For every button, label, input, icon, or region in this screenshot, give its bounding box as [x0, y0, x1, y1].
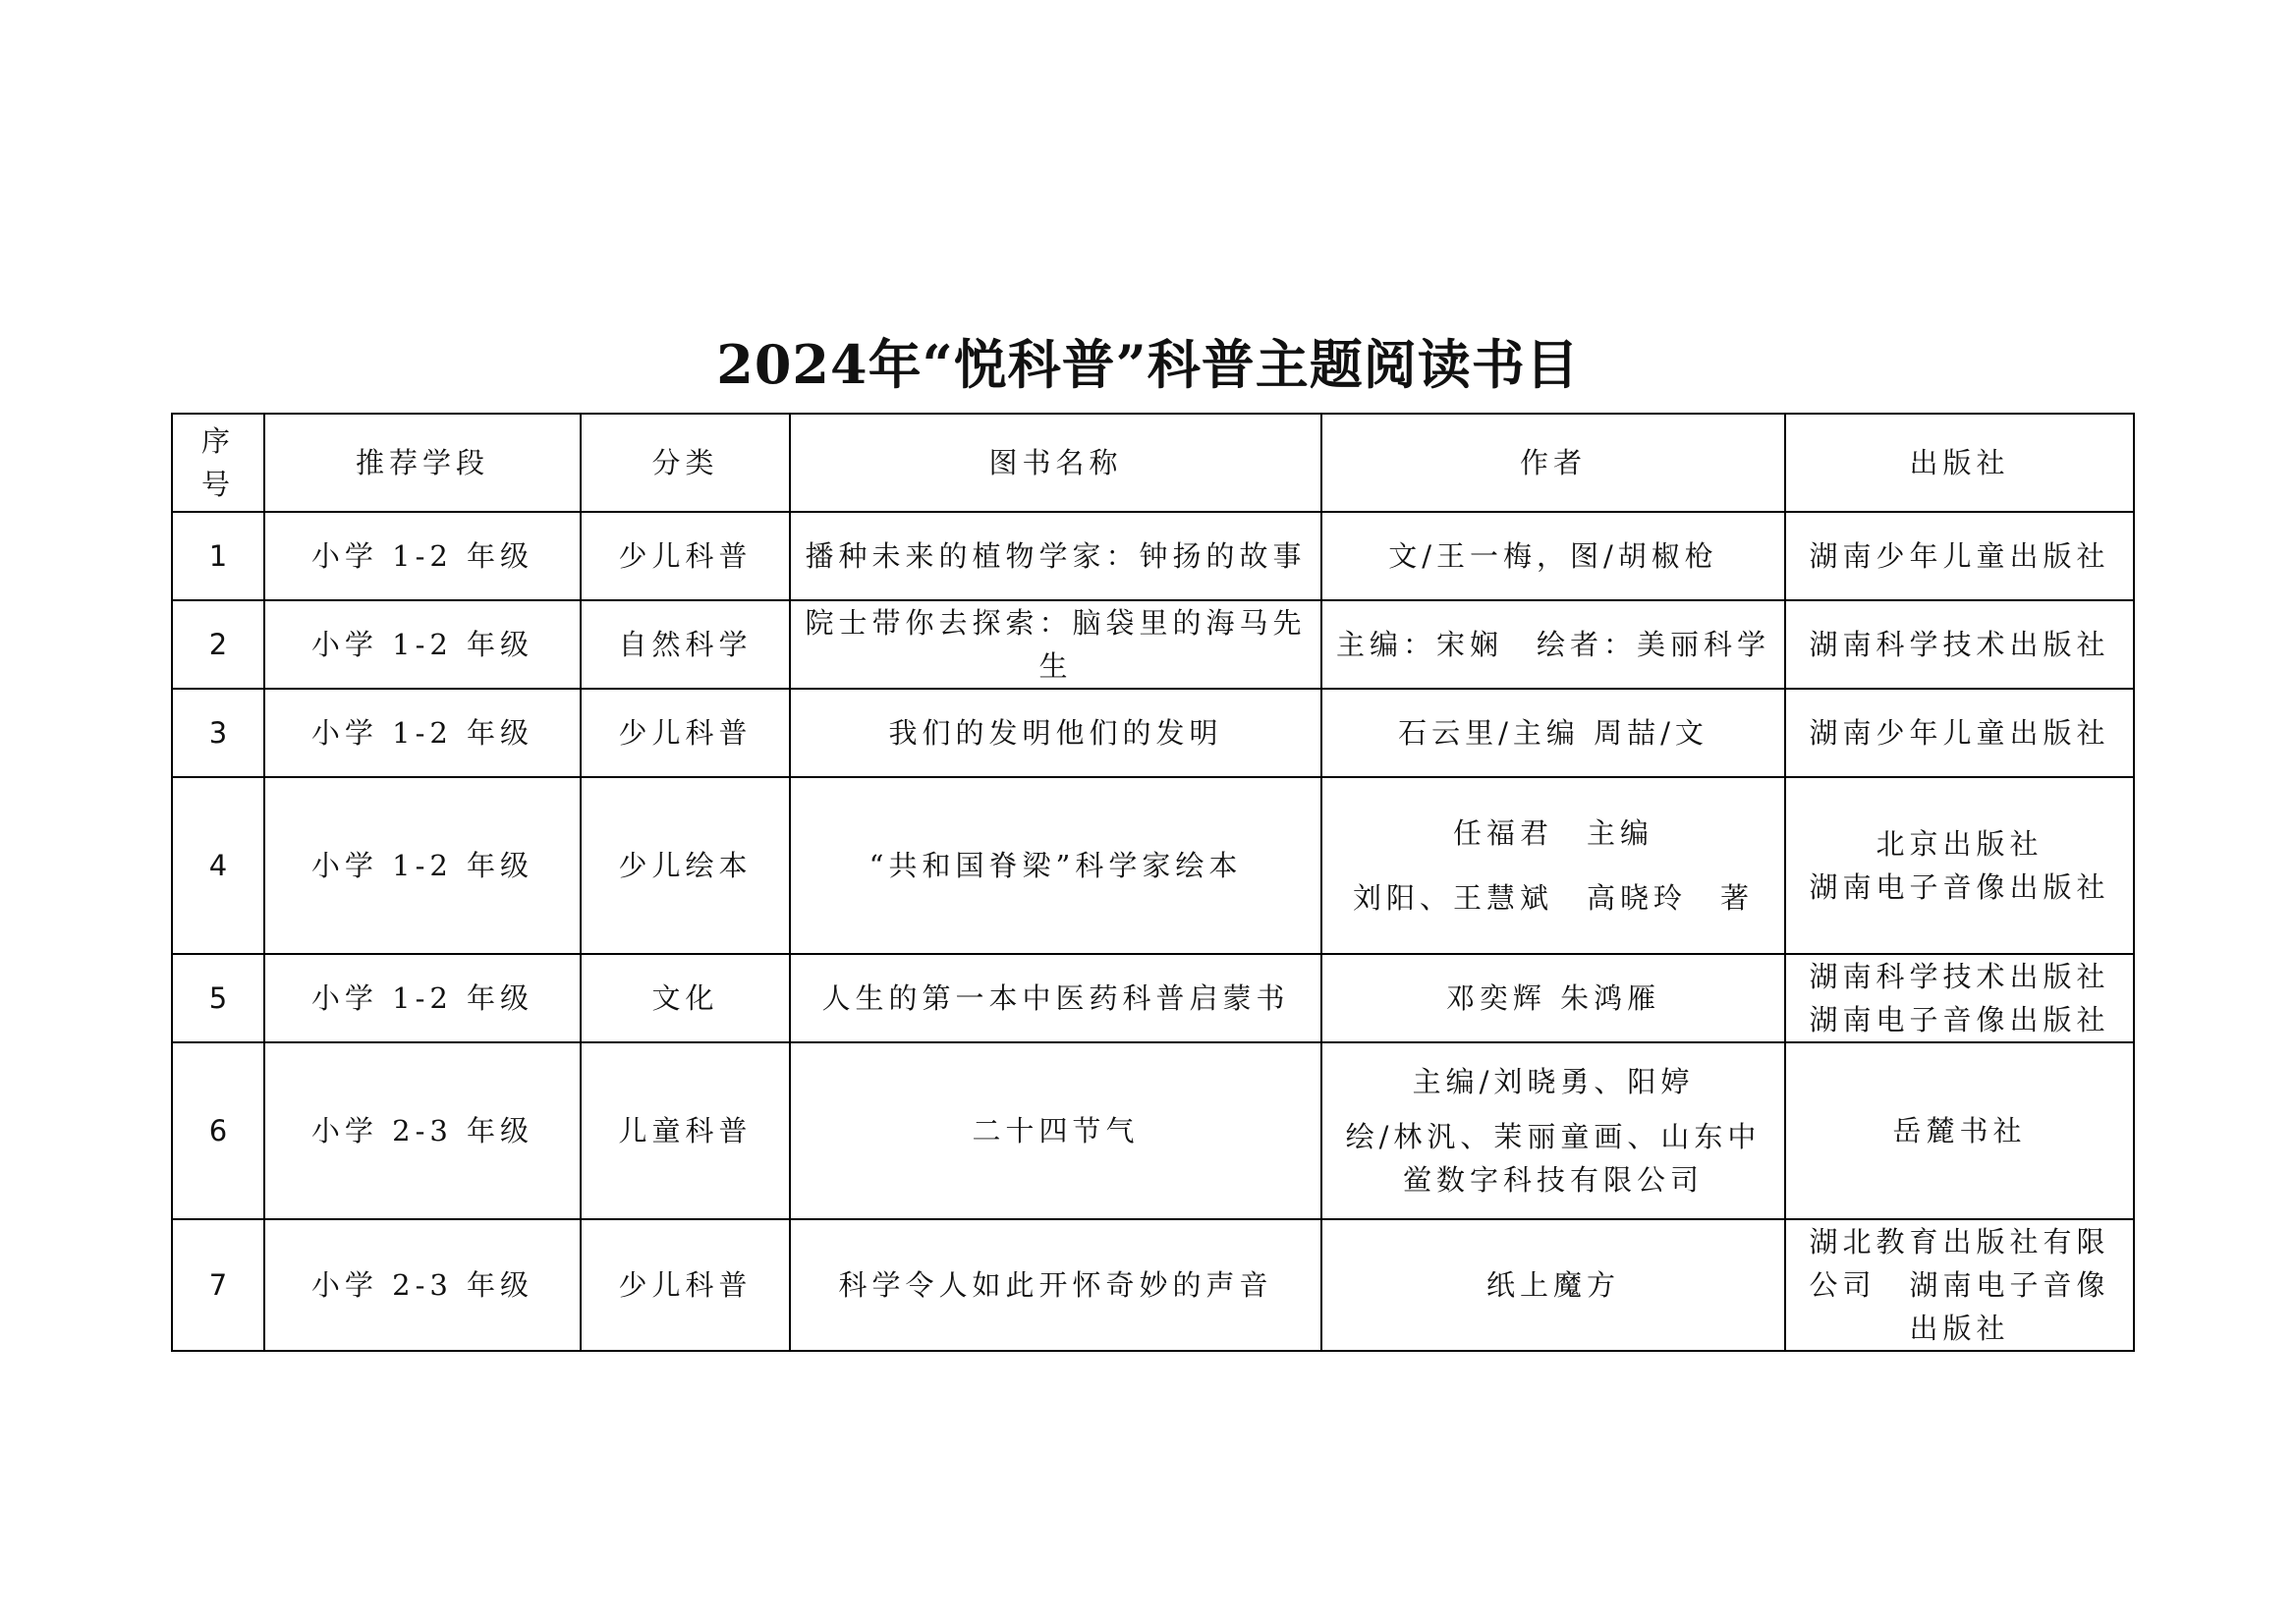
cell-publisher: 湖南少年儿童出版社	[1785, 689, 2134, 777]
cell-publisher: 湖南科学技术出版社	[1785, 600, 2134, 689]
cell-author	[1321, 777, 1785, 954]
table-row	[172, 954, 2134, 1042]
cell-index: 5	[172, 954, 264, 1042]
header-index	[172, 414, 264, 512]
author-line: 任福君 主编	[1452, 816, 1653, 850]
cell-stage: 小学 1-2 年级	[264, 512, 581, 600]
cell-index: 1	[172, 512, 264, 600]
table-header-row	[172, 414, 2134, 512]
cell-index: 4	[172, 777, 264, 954]
cell-category: 少儿科普	[581, 1219, 790, 1351]
table-row	[172, 512, 2134, 600]
cell-publisher: 岳麓书社	[1785, 1042, 2134, 1219]
cell-stage: 小学 1-2 年级	[264, 600, 581, 689]
author-line: 主编/刘晓勇、阳婷	[1412, 1065, 1695, 1098]
table-row	[172, 689, 2134, 777]
cell-category: 文化	[581, 954, 790, 1042]
cell-stage: 小学 2-3 年级	[264, 1219, 581, 1351]
cell-book-title: 我们的发明他们的发明	[790, 689, 1321, 777]
publisher-line: 北京出版社	[1876, 827, 2044, 861]
cell-book-title: 二十四节气	[790, 1042, 1321, 1219]
cell-index: 2	[172, 600, 264, 689]
cell-publisher: 湖北教育出版社有限公司 湖南电子音像出版社	[1785, 1219, 2134, 1351]
author-line: 绘/林汎、茉丽童画、山东中鲎数字科技有限公司	[1345, 1120, 1762, 1197]
cell-book-title: 院士带你去探索：脑袋里的海马先生	[790, 600, 1321, 689]
cell-category: 少儿科普	[581, 689, 790, 777]
cell-category: 少儿绘本	[581, 777, 790, 954]
table-row	[172, 777, 2134, 954]
publisher-line: 湖南电子音像出版社	[1809, 870, 2110, 904]
cell-stage: 小学 1-2 年级	[264, 689, 581, 777]
table-row	[172, 1219, 2134, 1351]
cell-publisher: 湖南少年儿童出版社	[1785, 512, 2134, 600]
table-row	[172, 1042, 2134, 1219]
header-book-title: 图书名称	[790, 414, 1321, 512]
header-author: 作者	[1321, 414, 1785, 512]
cell-book-title: 人生的第一本中医药科普启蒙书	[790, 954, 1321, 1042]
cell-stage: 小学 1-2 年级	[264, 777, 581, 954]
cell-author: 邓奕辉 朱鸿雁	[1321, 954, 1785, 1042]
cell-index: 6	[172, 1042, 264, 1219]
cell-publisher	[1785, 954, 2134, 1042]
header-stage: 推荐学段	[264, 414, 581, 512]
cell-author	[1321, 1042, 1785, 1219]
cell-author: 纸上魔方	[1321, 1219, 1785, 1351]
header-index-line: 号	[200, 468, 235, 501]
cell-author: 文/王一梅，图/胡椒枪	[1321, 512, 1785, 600]
page-title: 2024年“悦科普”科普主题阅读书目	[716, 333, 1580, 396]
cell-book-title: 播种未来的植物学家：钟扬的故事	[790, 512, 1321, 600]
header-publisher: 出版社	[1785, 414, 2134, 512]
cell-stage: 小学 2-3 年级	[264, 1042, 581, 1219]
cell-book-title: 科学令人如此开怀奇妙的声音	[790, 1219, 1321, 1351]
cell-author: 主编：宋娴 绘者：美丽科学	[1321, 600, 1785, 689]
publisher-line: 湖南科学技术出版社	[1809, 960, 2110, 993]
cell-index: 3	[172, 689, 264, 777]
header-index-line: 序	[200, 424, 235, 458]
cell-author: 石云里/主编 周喆/文	[1321, 689, 1785, 777]
cell-book-title: “共和国脊梁”科学家绘本	[790, 777, 1321, 954]
book-list-table	[171, 413, 2135, 1352]
cell-category: 儿童科普	[581, 1042, 790, 1219]
cell-category: 自然科学	[581, 600, 790, 689]
cell-stage: 小学 1-2 年级	[264, 954, 581, 1042]
header-category: 分类	[581, 414, 790, 512]
author-line: 刘阳、王慧斌 高晓玲 著	[1352, 881, 1754, 915]
cell-index: 7	[172, 1219, 264, 1351]
table-row	[172, 600, 2134, 689]
cell-publisher	[1785, 777, 2134, 954]
publisher-line: 湖南电子音像出版社	[1809, 1003, 2110, 1036]
cell-category: 少儿科普	[581, 512, 790, 600]
